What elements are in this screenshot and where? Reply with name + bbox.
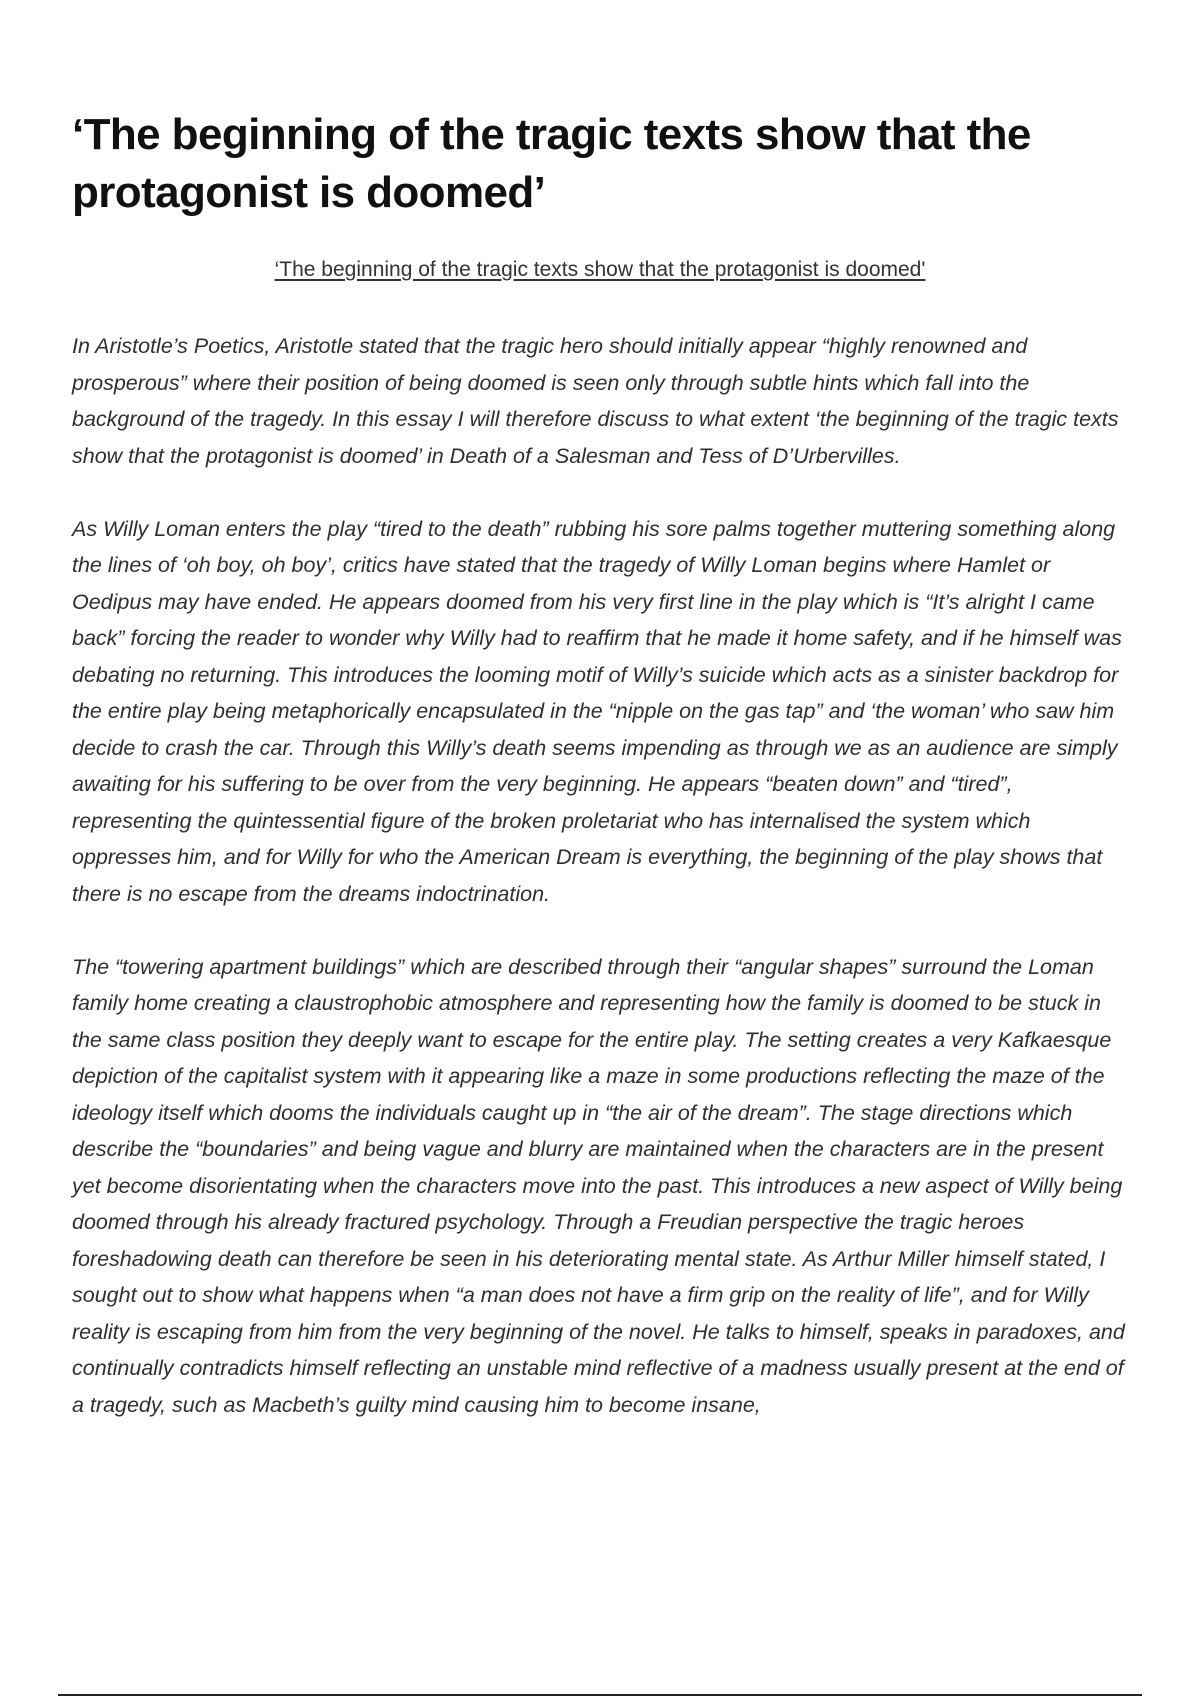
title-link[interactable]: ‘The beginning of the tragic texts show that the protagonist is doomed' <box>274 258 926 281</box>
page-divider <box>58 1694 1142 1696</box>
paragraph-willy-entrance: As Willy Loman enters the play “tired to the death” rubbing his sore palms together muttering something along the lines of ‘oh boy, oh boy’, critics have stated that the tragedy of Willy Loman begins where Hamlet or Oedipus may have ended. He appears doomed from his very first line in the play which is “It’s alright I came back” forcing the reader to wonder why Willy had to reaffirm that he made it home safety, and if he himself was debating no returning. This introduces the looming motif of Willy’s suicide which acts as a sinister backdrop for the entire play being metaphorically encapsulated in the “nipple on the gas tap” and ‘the woman’ who saw him decide to crash the car. Through this Willy’s death seems impending as through we as an audience are simply awaiting for his suffering to be over from the very beginning. He appears “beaten down” and “tired”, representing the quintessential figure of the broken proletariat who has internalised the system which oppresses him, and for Willy for who the American Dream is everything, the beginning of the play shows that there is no escape from the dreams indoctrination. <box>72 516 1122 906</box>
paragraph-setting: The “towering apartment buildings” which are described through their “angular shapes” surround the Loman family home creating a claustrophobic atmosphere and representing how the family is doomed to be stuck in the same class position they deeply want to escape for the entire play. The setting creates a very Kafkaesque depiction of the capitalist system with it appearing like a maze in some productions reflecting the maze of the ideology itself which dooms the individuals caught up in “the air of the dream”. The stage directions which describe the “boundaries” and being vague and blurry are maintained when the characters are in the present yet become disorientating when the characters move into the past. This introduces a new aspect of Willy being doomed through his already fractured psychology. Through a Freudian perspective the tragic heroes foreshadowing death can therefore be seen in his deteriorating mental state. As Arthur Miller himself stated, I sought out to show what happens when “a man does not have a firm grip on the reality of life”, and for Willy reality is escaping from him from the very beginning of the novel. He talks to himself, speaks in paradoxes, and continually contradicts himself reflecting an unstable mind reflective of a madness usually present at the end of a tragedy, such as Macbeth’s guilty mind causing him to become insane, <box>72 954 1125 1417</box>
page-title: ‘The beginning of the tragic texts show that the protagonist is doomed’ <box>72 110 1031 217</box>
essay-body <box>72 328 1128 1460</box>
title-link-wrapper <box>0 256 1200 284</box>
paragraph-intro: In Aristotle’s Poetics, Aristotle stated that the tragic hero should initially appear “highly renowned and prosperous” where their position of being doomed is seen only through subtle hints which fall into the background of the tragedy. In this essay I will therefore discuss to what extent ‘the beginning of the tragic texts show that the protagonist is doomed’ in Death of a Salesman and Tess of D’Urbervilles. <box>72 334 1119 468</box>
